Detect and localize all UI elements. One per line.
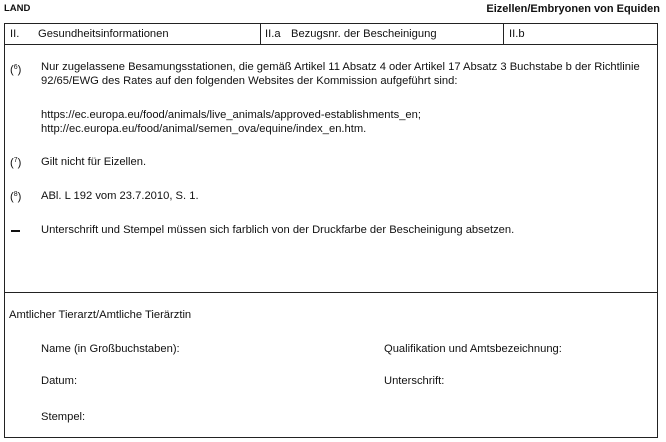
footnote-line: Nur zugelassene Besamungsstationen, die gemäß Artikel 11 Absatz 4 oder Artikel 17 Absatz 3 Buchstabe b der Richtlinie (41, 61, 640, 73)
signature-section (5, 293, 657, 437)
name-label: Name (in Großbuchstaben): (41, 343, 180, 355)
reference-number-label: Bezugsnr. der Bescheinigung (291, 28, 437, 40)
section-title: Gesundheitsinformationen (38, 28, 169, 40)
header-divider (260, 24, 261, 44)
footnote-6-text (41, 61, 653, 88)
country-label: LAND (4, 3, 31, 14)
veterinarian-heading: Amtlicher Tierarzt/Amtliche Tierärztin (9, 309, 192, 321)
footnote-7-text: Gilt nicht für Eizellen. (41, 156, 147, 168)
header-divider (503, 24, 504, 44)
footnote-line: 92/65/EWG des Rates auf den folgenden Websites der Kommission aufgeführt sind: (41, 74, 458, 87)
footnote-6-links (41, 109, 653, 136)
reference-number-label-index: II.a (265, 28, 281, 40)
footnote-marker: ($^7$) (10, 157, 22, 169)
section-header-row (5, 24, 657, 45)
qualification-label: Qualifikation und Amtsbezeichnung: (384, 343, 562, 355)
stamp-label: Stempel: (41, 411, 86, 423)
footnote-dash-text: Unterschrift und Stempel müssen sich farblich von der Druckfarbe der Bescheinigung absetzen. (41, 224, 515, 236)
footnote-8-text: ABl. L 192 vom 23.7.2010, S. 1. (41, 190, 199, 202)
website-link[interactable]: http://ec.europa.eu/food/animal/semen_ova/equine/index_en.htm. (41, 122, 367, 135)
footnote-marker: ($^6$) (10, 64, 22, 76)
signature-label: Unterschrift: (384, 375, 445, 387)
website-link[interactable]: https://ec.europa.eu/food/animals/live_animals/approved-establishments_en; (41, 109, 421, 121)
date-label: Datum: (41, 375, 78, 387)
certificate-title: Eizellen/Embryonen von Equiden (486, 3, 660, 15)
reference-b-label: II.b (509, 28, 525, 40)
footnotes-section (5, 44, 657, 293)
certificate-form (4, 23, 658, 438)
section-number: II. (10, 28, 20, 40)
footnote-marker: ($^8$) (10, 191, 22, 203)
dash-marker (11, 230, 20, 232)
